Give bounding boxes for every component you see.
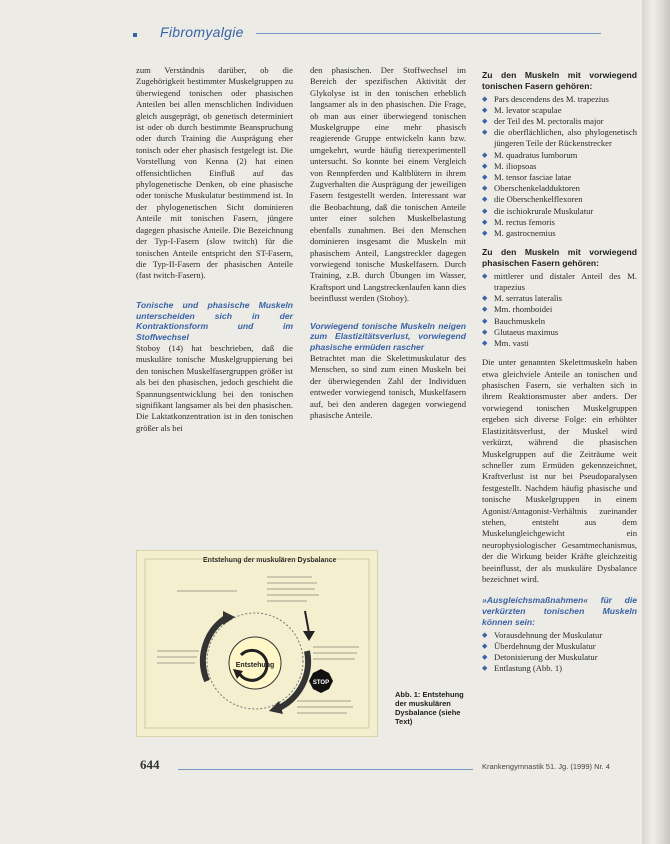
dysbalance-diagram	[137, 551, 377, 736]
paragraph: den phasischen. Der Stoffwechsel im Bereich der spezifischen Aktivität der Glykolyse ist in den tonischen erheblich langsamer als in den phasischen. Die Frage, ob man aus einer überwiegend tonischen Muskelgruppe eine mehr phasisch reagierende Gruppe entwickeln kann bzw. umgekehrt, wurde häufig tierexperimentell untersucht. So konnte bei einem Vergleich von Rennpferden und Kaltblütern in ihrem Zugverhalten die Ausprägung der jeweiligen Fasern festgestellt werden. Interessant war die Beobachtung, daß die tonischen Anteile unter einer solchen Muskelbelastung ebenfalls zunahmen. Bei den Menschen dominieren insgesamt die Muskeln mit phasischem Anteil, Langstreckler dagegen vorwiegend tonische Muskelfasern. Durch Training, z.B. durch Übungen im Wasser, Kraftsport und Langstreckenlaufen kann dies beeinflusst werden (Stoboy).	[310, 65, 466, 304]
list-item: ◆ Entlastung (Abb. 1)	[482, 663, 637, 674]
list-item: ◆ Mm. vasti	[482, 338, 637, 349]
header-rule	[256, 33, 601, 34]
list-item: ◆ M. quadratus lumborum	[482, 150, 637, 161]
figure-title: Entstehung der muskulären Dysbalance	[203, 557, 337, 564]
list-item: ◆ Mm. rhomboidei	[482, 304, 637, 315]
list-heading-phasic: Zu den Muskeln mit vorwiegend phasischen Fasern gehören:	[482, 247, 637, 269]
text-column-2	[310, 65, 466, 421]
arrow-head	[223, 611, 235, 625]
list-item: ◆ M. gastrocnemius	[482, 228, 637, 239]
list-item: ◆ die oberflächlichen, also phylogenetisch jüngeren Teile der Rückenstrecker	[482, 127, 637, 149]
text-column-3	[482, 70, 637, 683]
section-subheading: Tonische und phasische Muskeln unterscheiden sich in der Kontraktionsform und im Stoffwechsel	[136, 299, 293, 343]
list-item: ◆ die ischiokrurale Muskulatur	[482, 206, 637, 217]
list-item: ◆ der Teil des M. pectoralis major	[482, 116, 637, 127]
arrow-down	[305, 611, 309, 633]
paragraph: Betrachtet man die Skelettmuskulatur des Menschen, so sind zum einen Muskeln bei der überwiegenden Zahl der Individuen entweder vorwiegend tonisch, Muskelfasern auf, bei den anderen dagegen vorwiegend phasische Anteile.	[310, 352, 466, 420]
cycle-arrow-right	[277, 651, 308, 709]
list-item: ◆ mittlerer und distaler Anteil des M. trapezius	[482, 271, 637, 293]
list-item: ◆ Vorausdehnung der Muskulatur	[482, 630, 637, 641]
list-item: ◆ Pars descendens des M. trapezius	[482, 94, 637, 105]
text-column-1	[136, 65, 293, 434]
list-item: ◆ Detonisierung der Muskulatur	[482, 652, 637, 663]
arrow-head	[269, 701, 283, 714]
phasic-muscle-list	[482, 271, 637, 349]
header-marker	[133, 33, 137, 37]
arrow-head	[303, 631, 315, 641]
figure-dysbalance	[136, 550, 378, 737]
center-label: Entstehung	[235, 662, 275, 669]
list-item: ◆ Oberschenkeladduktoren	[482, 183, 637, 194]
paragraph: zum Verständnis darüber, ob die Zugehörigkeit bestimmter Muskelgruppen zu überwiegend tonischen oder phasischen Anteilen bei allen menschlichen Individuen gleich ausgeprägt, ob genetisch determiniert ist oder ob durch bestimmte Beanspruchung oder durch Training die Ausprägung eher tonisch oder eher phasisch festgelegt ist. Die Vorstellung von Kenna (2) hat einen offensichtlichen Einfluß auf das phylogenetische Denken, ob eine phasische oder tonische Muskulatur bestimmend ist. In der phylogenetischen Sicht dominieren Anteile mit tonischen Fasern, jüngere dagegen phasische Anteile. Die Bezeichnung der Typ-I-Fasern (slow twitch) für die tonischen Anteile entspricht den ST-Fasern, die Typ-II-Fasern der phasischen Anteile (fast twitch-Fasern).	[136, 65, 293, 281]
paragraph: Stoboy (14) hat beschrieben, daß die muskuläre tonische Muskelgruppierung bei den tonischen Muskelfasergruppen größer ist als bei den phasischen, jedoch geschieht die Spannungsentwicklung bei den tonischen signifikant langsamer als bei den phasischen. Die Laktatkonzentration ist in den tonischen größer als bei	[136, 342, 293, 433]
page-binding-shadow	[642, 0, 670, 844]
footer-reference: Krankengymnastik 51. Jg. (1999) Nr. 4	[482, 762, 610, 771]
running-header: Fibromyalgie	[160, 24, 244, 40]
list-item: ◆ die Oberschenkelflexoren	[482, 194, 637, 205]
figure-caption: Abb. 1: Entstehung der muskulären Dysbalance (siehe Text)	[395, 690, 464, 726]
list-item: ◆ Überdehnung der Muskulatur	[482, 641, 637, 652]
list-item: ◆ M. tensor fasciae latae	[482, 172, 637, 183]
measures-list	[482, 630, 637, 675]
stop-label: STOP	[312, 680, 330, 686]
page-number: 644	[140, 757, 160, 772]
list-item: ◆ Glutaeus maximus	[482, 327, 637, 338]
list-heading-tonic: Zu den Muskeln mit vorwiegend tonischen Fasern gehören:	[482, 70, 637, 91]
list-item: ◆ Bauchmuskeln	[482, 316, 637, 327]
list-item: ◆ M. rectus femoris	[482, 217, 637, 228]
footer-rule	[178, 769, 473, 770]
list-item: ◆ M. iliopsoas	[482, 161, 637, 172]
section-subheading: Vorwiegend tonische Muskeln neigen zum Elastizitätsverlust, vorwiegend phasische ermüden rascher	[310, 320, 466, 353]
cycle-arrow-left	[203, 617, 227, 681]
tonic-muscle-list	[482, 94, 637, 240]
paragraph: Die unter genannten Skelettmuskeln haben etwa gleichviele Anteile an tonischen und phasischen Fasern, sie verhalten sich in ihrem Reaktionsmuster aber anders. Der vorwiegend tonischen Muskelgruppen ergeben sich diverse Folge: ein erhöhter Elastizitätsverlust, der Muskel wird verkürzt, während die phasischen Muskelgruppen auf die Zeiträume weit schneller zum Ermüden gekennzeichnet, Kraftverlust ist nur bei Pseudoparalysen festgestellt. Nachdem häufig phasische und tonische Muskelgruppen in einem Agonist/Antagonist-Verhältnis zueinander stehen, entsteht aus dem Muskelungleichgewicht ein neurophysiologischer Gesamtmechanismus, der die Wirkung beider Kräfte gleichzeitig beeinflusst, der als muskuläre Dysbalance bezeichnet wird.	[482, 357, 637, 584]
list-item: ◆ M. levator scapulae	[482, 105, 637, 116]
list-item: ◆ M. serratus lateralis	[482, 293, 637, 304]
list-heading-measures: »Ausgleichsmaßnahmen« für die verkürzten tonischen Muskeln können sein:	[482, 595, 637, 627]
